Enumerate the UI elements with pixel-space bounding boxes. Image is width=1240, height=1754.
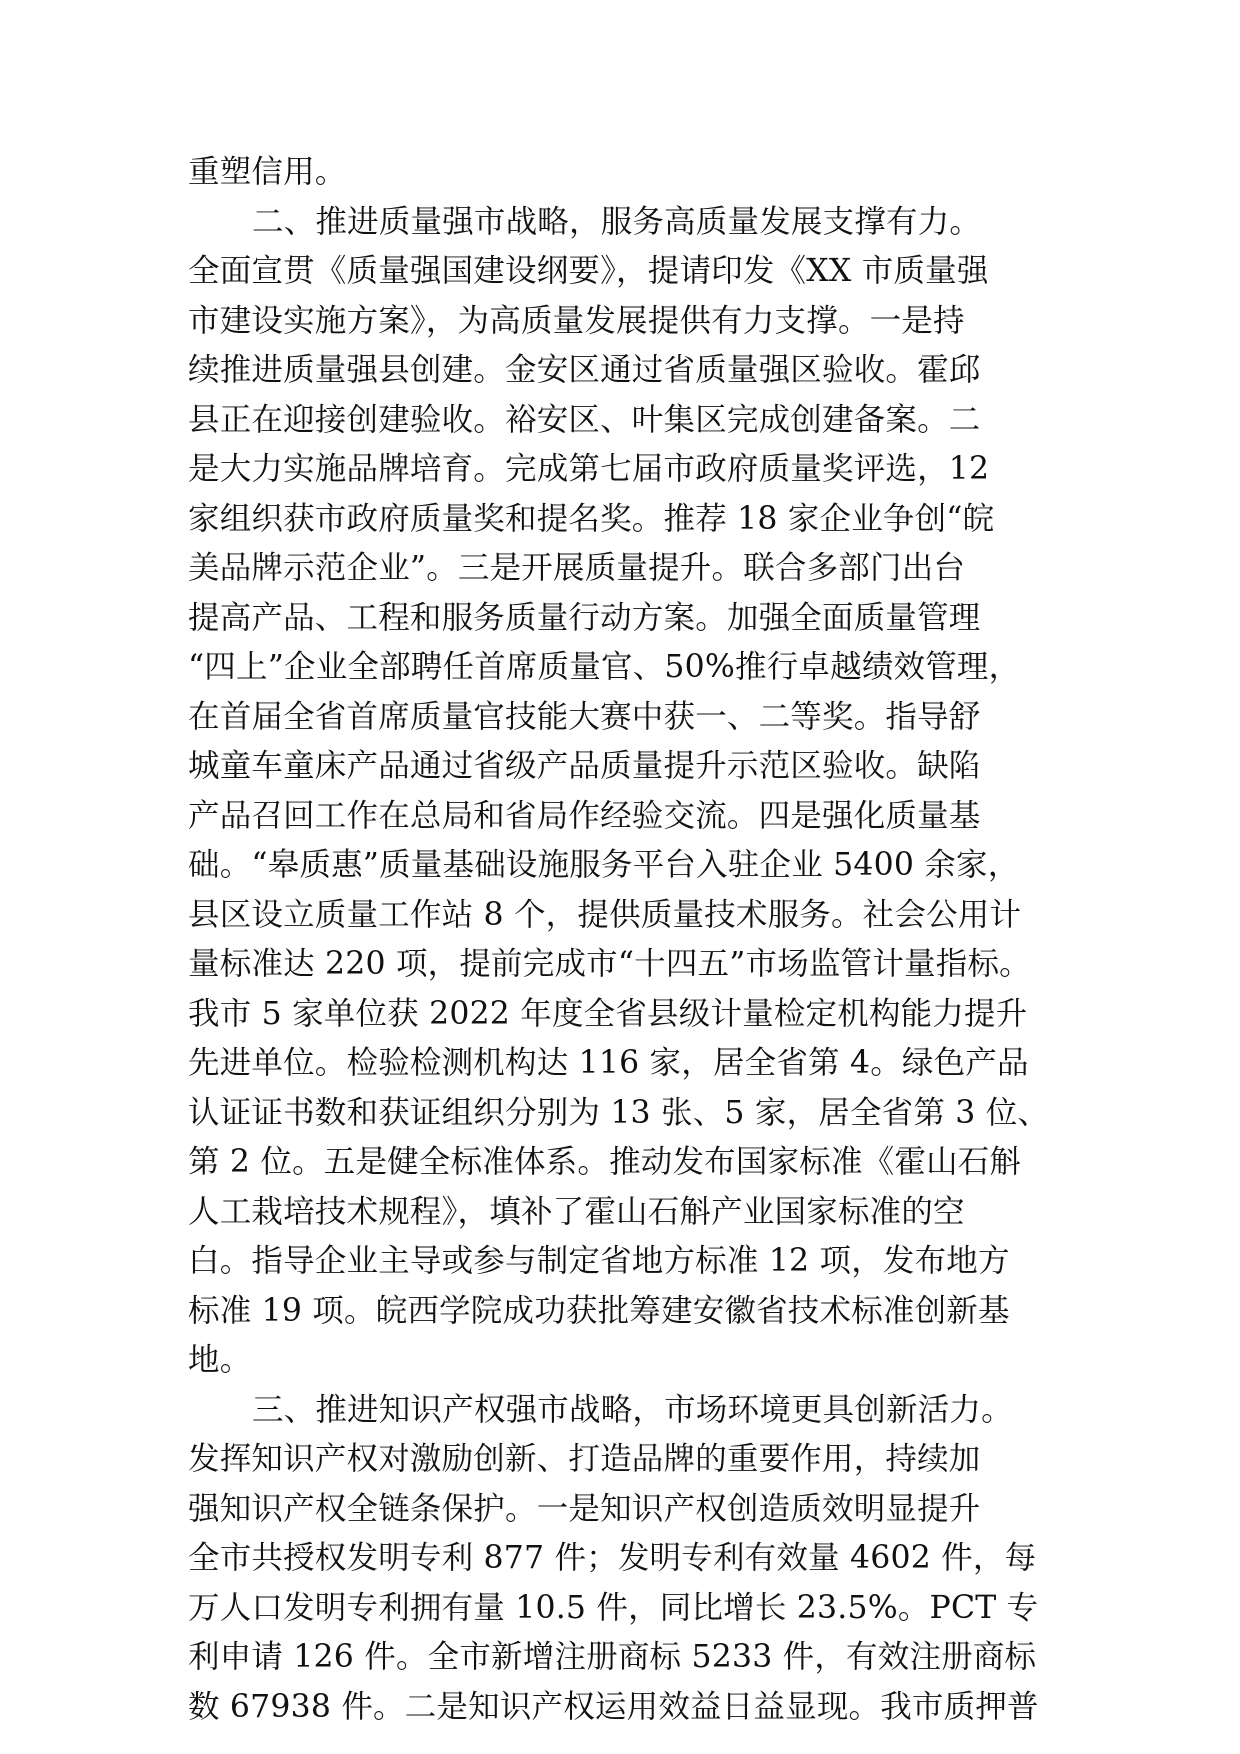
text-line: 地。 (188, 1342, 252, 1378)
text-line: 城童车童床产品通过省级产品质量提升示范区验收。缺陷 (188, 748, 981, 784)
text-line: 是大力实施品牌培育。完成第七届市政府质量奖评选，12 (188, 451, 990, 487)
text-line: 人工栽培技术规程》，填补了霍山石斛产业国家标准的空 (188, 1193, 965, 1230)
text-line: 县正在迎接创建验收。裕安区、叶集区完成创建备案。二 (188, 401, 981, 438)
text-line: 美品牌示范企业”。三是开展质量提升。联合多部门出台 (188, 550, 966, 586)
paragraph-heading-line: 三、推进知识产权强市战略，市场环境更具创新活力。 (252, 1391, 1013, 1428)
text-line: 标准 19 项。皖西学院成功获批筹建安徽省技术标准创新基 (188, 1292, 1010, 1329)
text-line: 在首届全省首席质量官技能大赛中获一、二等奖。指导舒 (188, 698, 981, 735)
text-line: 利申请 126 件。全市新增注册商标 5233 件，有效注册商标 (188, 1639, 1037, 1675)
text-line: 万人口发明专利拥有量 10.5 件，同比增长 23.5%。PCT 专 (188, 1589, 1039, 1626)
document-body (188, 148, 1088, 1732)
text-line: 础。“皋质惠”质量基础设施服务平台入驻企业 5400 余家， (188, 847, 1020, 883)
paragraph-heading-line: 二、推进质量强市战略，服务高质量发展支撑有力。 (252, 203, 982, 240)
text-line: 全面宣贯《质量强国建设纲要》，提请印发《XX 市质量强 (188, 253, 989, 289)
text-line: “四上”企业全部聘任首席质量官、50%推行卓越绩效管理， (188, 649, 1021, 685)
text-line: 市建设实施方案》，为高质量发展提供有力支撑。一是持 (188, 302, 965, 339)
text-line: 重塑信用。 (188, 154, 347, 190)
text-line: 认证证书数和获证组织分别为 13 张、5 家，居全省第 3 位、 (188, 1094, 1050, 1131)
text-line: 数 67938 件。二是知识产权运用效益日益显现。我市质押普 (188, 1688, 1039, 1725)
text-line: 续推进质量强县创建。金安区通过省质量强区验收。霍邱 (188, 352, 981, 388)
text-line: 产品召回工作在总局和省局作经验交流。四是强化质量基 (188, 797, 981, 834)
text-line: 全市共授权发明专利 877 件；发明专利有效量 4602 件，每 (188, 1540, 1037, 1576)
text-line: 量标准达 220 项，提前完成市“十四五”市场监管计量指标。 (188, 946, 1031, 982)
text-line: 家组织获市政府质量奖和提名奖。推荐 18 家企业争创“皖 (188, 500, 995, 537)
text-line: 先进单位。检验检测机构达 116 家，居全省第 4。绿色产品 (188, 1045, 1029, 1081)
text-line: 第 2 位。五是健全标准体系。推动发布国家标准《霍山石斛 (188, 1144, 1022, 1180)
text-line: 白。指导企业主导或参与制定省地方标准 12 项，发布地方 (188, 1243, 1010, 1279)
text-line: 发挥知识产权对激励创新、打造品牌的重要作用，持续加 (188, 1441, 981, 1477)
text-line: 提高产品、工程和服务质量行动方案。加强全面质量管理 (188, 599, 981, 636)
text-line: 强知识产权全链条保护。一是知识产权创造质效明显提升 (188, 1490, 981, 1527)
text-line: 我市 5 家单位获 2022 年度全省县级计量检定机构能力提升 (188, 995, 1028, 1032)
text-line: 县区设立质量工作站 8 个，提供质量技术服务。社会公用计 (188, 896, 1022, 933)
